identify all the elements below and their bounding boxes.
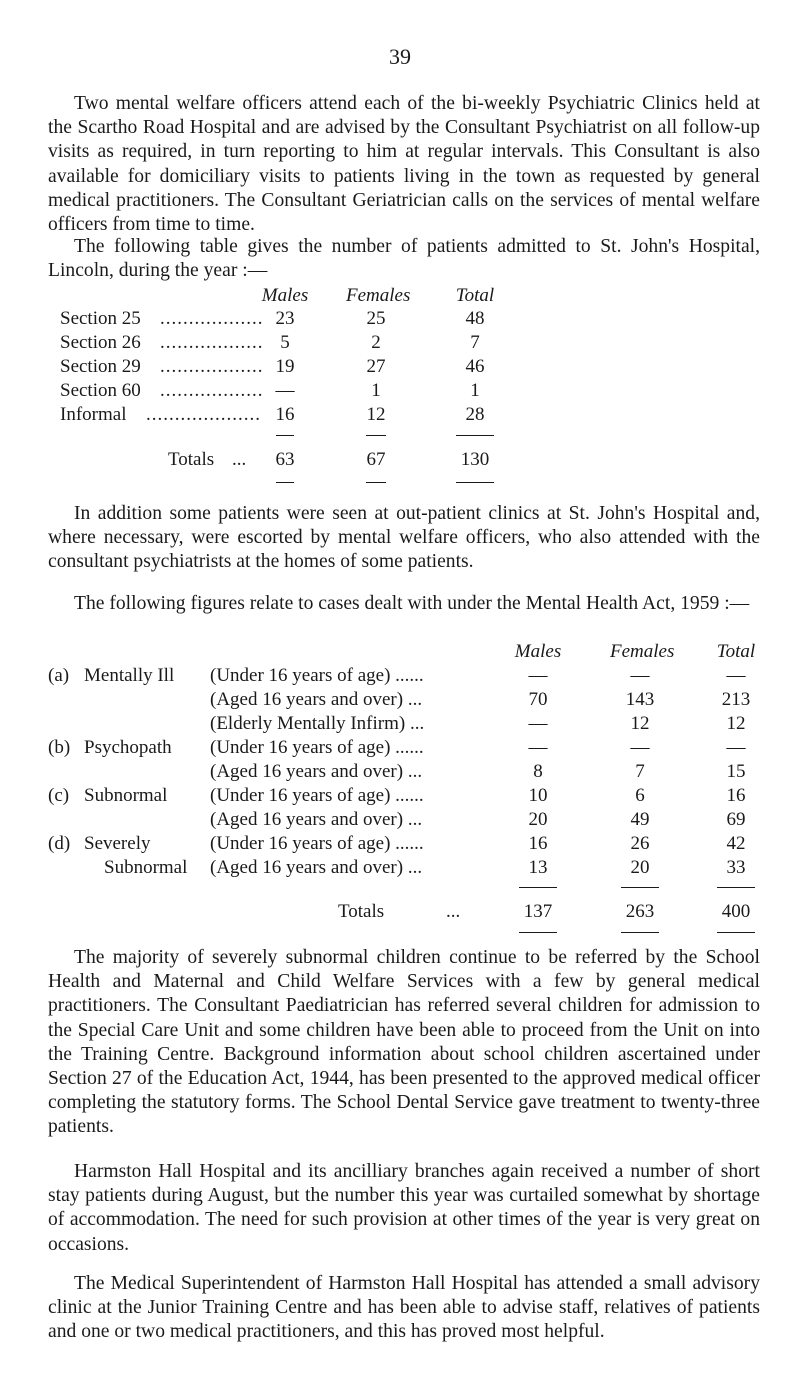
table-row (0, 307, 800, 331)
row-label: Section 26 (60, 332, 141, 353)
cell-females: 49 (630, 809, 650, 830)
row-leader: .................. (160, 332, 264, 353)
table-row (0, 856, 800, 880)
row-letter: (c) (48, 785, 70, 806)
cell-females: — (630, 737, 650, 758)
totals-leader: ... (232, 449, 247, 470)
totals-males: 63 (275, 449, 295, 470)
header-males: Males (261, 285, 309, 306)
total-rule (519, 887, 557, 888)
table-row (0, 832, 800, 856)
total-rule (456, 482, 494, 483)
row-letter: (d) (48, 833, 71, 854)
cell-total: — (726, 737, 746, 758)
cell-males: — (528, 737, 548, 758)
cell-males: — (528, 713, 548, 734)
totals-females: 67 (366, 449, 386, 470)
cell-total: 1 (470, 380, 480, 401)
totals-row (0, 448, 800, 472)
cell-females: 26 (630, 833, 650, 854)
cell-total: — (726, 665, 746, 686)
cell-females: 6 (635, 785, 645, 806)
cell-females: 7 (635, 761, 645, 782)
paragraph-clinics: Two mental welfare officers attend each of the bi-weekly Psychiatric Clinics held at the Scartho Road Hospital and are advised by the Consultant Psychiatrist on all follow-up visits as required, in turn reporting to him at regular intervals. This Consultant is also available for domiciliary visits to patients living in the town as requested by general medical practitioners. The Consultant Geriatrician calls on the services of mental welfare officers from time to time. (48, 93, 760, 236)
table-row (0, 712, 800, 736)
cell-males: — (275, 380, 295, 401)
row-leader: .................. (160, 356, 264, 377)
table-row (0, 760, 800, 784)
cell-total: 46 (465, 356, 485, 377)
totals-label: Totals (168, 449, 215, 470)
table-row (0, 664, 800, 688)
cell-total: 15 (726, 761, 746, 782)
cell-females: 1 (371, 380, 381, 401)
row-label: Section 29 (60, 356, 141, 377)
totals-row (0, 900, 800, 924)
row-label: Section 25 (60, 308, 141, 329)
totals-label: Totals (338, 901, 385, 922)
cell-males: 16 (275, 404, 295, 425)
cell-females: 143 (625, 689, 655, 710)
cell-males: 13 (528, 857, 548, 878)
row-leader: .................. (160, 308, 264, 329)
row-description: (Elderly Mentally Infirm) ... (210, 713, 425, 734)
table-row (0, 808, 800, 832)
table-row (0, 784, 800, 808)
cell-males: 8 (533, 761, 543, 782)
total-rule (717, 932, 755, 933)
totals-males: 137 (523, 901, 553, 922)
cell-total: 213 (721, 689, 751, 710)
cell-total: 42 (726, 833, 746, 854)
paragraph-medical-superintendent: The Medical Superintendent of Harmston Hall Hospital has attended a small advisory clinic at the Junior Training Centre and has been able to advise staff, relatives of patients and one or two medical practitioners, and this has proved most helpful. (48, 1273, 760, 1343)
totals-total: 400 (721, 901, 751, 922)
row-letter: (a) (48, 665, 70, 686)
total-rule (621, 932, 659, 933)
totals-total: 130 (460, 449, 490, 470)
cell-females: 12 (630, 713, 650, 734)
paragraph-out-patient: In addition some patients were seen at out-patient clinics at St. John's Hospital and, where necessary, were escorted by mental welfare officers, who also attended with the consultant psychiatrists at the homes of some patients. (48, 503, 760, 573)
row-category: Mentally Ill (84, 665, 175, 686)
cell-females: — (630, 665, 650, 686)
cell-males: 10 (528, 785, 548, 806)
row-description: (Under 16 years of age) ...... (210, 785, 424, 806)
table-row (0, 355, 800, 379)
row-description: (Aged 16 years and over) ... (210, 689, 423, 710)
row-category: Subnormal (104, 857, 188, 878)
paragraph-severely-subnormal: The majority of severely subnormal children continue to be referred by the School Health and Maternal and Child Welfare Services with a few by general medical practitioners. The Consultant Paediatrician has referred several children for admission to the Special Care Unit and some children have been able to proceed from the Unit on into the Training Centre. Background information about school children ascertained under Section 27 of the Education Act, 1944, has been presented to the approved medical officer completing the statutory forms. The School Dental Service gave treatment to twenty-three patients. (48, 947, 760, 1138)
row-description: (Under 16 years of age) ...... (210, 665, 424, 686)
totals-females: 263 (625, 901, 655, 922)
cell-females: 2 (371, 332, 381, 353)
row-label: Section 60 (60, 380, 141, 401)
header-total: Total (455, 285, 495, 306)
total-rule (366, 435, 386, 436)
cell-total: 33 (726, 857, 746, 878)
total-rule (276, 435, 294, 436)
total-rule (276, 482, 294, 483)
header-females: Females (610, 641, 675, 662)
totals-leader: ... (446, 901, 461, 922)
table-row (0, 736, 800, 760)
cell-males: 19 (275, 356, 295, 377)
table-row (0, 331, 800, 355)
cell-males: 70 (528, 689, 548, 710)
total-rule (717, 887, 755, 888)
cell-total: 69 (726, 809, 746, 830)
cell-total: 16 (726, 785, 746, 806)
row-category: Psychopath (84, 737, 172, 758)
page-number: 39 (389, 44, 411, 69)
cell-males: — (528, 665, 548, 686)
cell-total: 48 (465, 308, 485, 329)
header-total: Total (716, 641, 756, 662)
cell-total: 7 (470, 332, 480, 353)
cell-males: 16 (528, 833, 548, 854)
row-category: Subnormal (84, 785, 168, 806)
cell-females: 20 (630, 857, 650, 878)
header-females: Females (346, 285, 411, 306)
paragraph-mha-intro: The following figures relate to cases dealt with under the Mental Health Act, 1959 :— (74, 593, 750, 614)
paragraph-harmston-hall: Harmston Hall Hospital and its ancilliary branches again received a number of short stay patients during August, but the number this year was curtailed somewhat by shortage of accommodation. The need for such provision at other times of the year is very great on occasions. (48, 1161, 760, 1255)
paragraph-admissions-intro: The following table gives the number of patients admitted to St. John's Hospital, Lincoln, during the year :— (48, 236, 760, 282)
cell-females: 12 (366, 404, 386, 425)
total-rule (366, 482, 386, 483)
table-header-row (0, 284, 800, 308)
total-rule (519, 932, 557, 933)
cell-females: 27 (366, 356, 386, 377)
cell-females: 25 (366, 308, 386, 329)
row-category: Severely (84, 833, 151, 854)
row-leader: .................... (146, 404, 261, 425)
total-rule (621, 887, 659, 888)
header-males: Males (514, 641, 562, 662)
total-rule (456, 435, 494, 436)
row-description: (Aged 16 years and over) ... (210, 809, 423, 830)
row-description: (Aged 16 years and over) ... (210, 857, 423, 878)
row-description: (Under 16 years of age) ...... (210, 833, 424, 854)
row-description: (Aged 16 years and over) ... (210, 761, 423, 782)
row-leader: .................. (160, 380, 264, 401)
cell-males: 23 (275, 308, 295, 329)
table-row (0, 379, 800, 403)
table-row (0, 688, 800, 712)
cell-males: 20 (528, 809, 548, 830)
row-letter: (b) (48, 737, 71, 758)
cell-total: 12 (726, 713, 746, 734)
table-header-row (0, 640, 800, 664)
cell-total: 28 (465, 404, 485, 425)
cell-males: 5 (280, 332, 290, 353)
table-row (0, 403, 800, 427)
row-description: (Under 16 years of age) ...... (210, 737, 424, 758)
row-label: Informal (60, 404, 127, 425)
